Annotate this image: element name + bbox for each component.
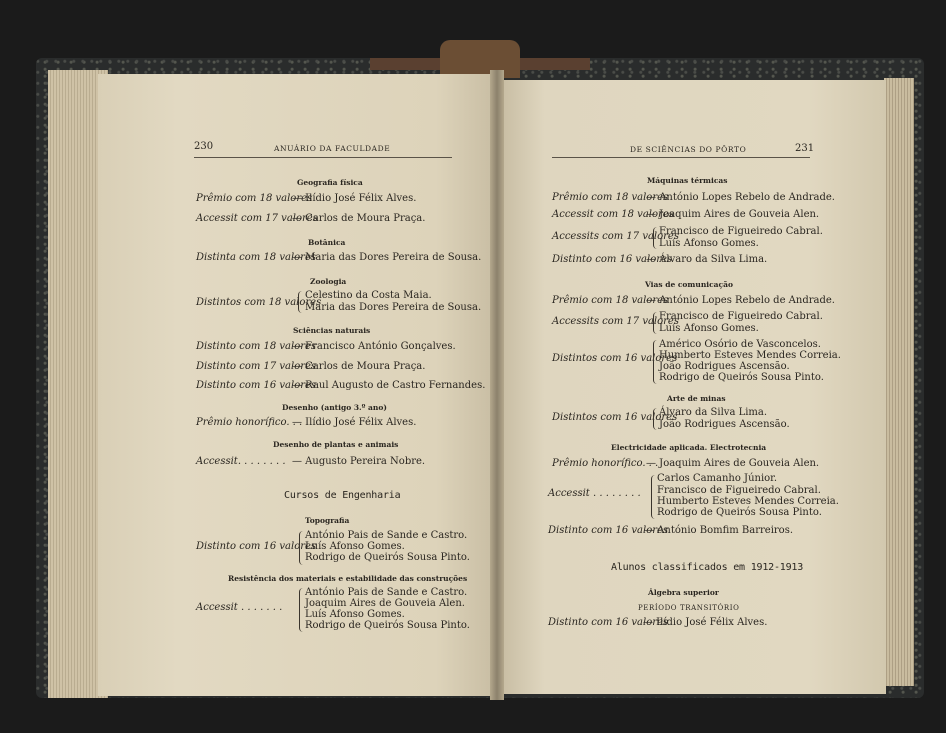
line-name: Humberto Esteves Mendes Correia. bbox=[659, 350, 841, 361]
line-name: Francisco de Figueiredo Cabral. bbox=[657, 485, 821, 496]
line-name: — Maria das Dores Pereira de Sousa. bbox=[292, 252, 482, 263]
line-name: Luís Afonso Gomes. bbox=[659, 323, 759, 334]
section-geografia: Geografia física bbox=[297, 178, 363, 187]
line-label: Distinto com 16 valores bbox=[548, 525, 669, 536]
line-name: — António Lopes Rebelo de Andrade. bbox=[646, 295, 835, 306]
brace bbox=[298, 291, 303, 313]
line-name: — Ilídio José Félix Alves. bbox=[292, 417, 417, 428]
line-name: — Augusto Pereira Nobre. bbox=[292, 456, 426, 467]
line-name: Carlos Camanho Júnior. bbox=[657, 473, 778, 484]
line-name: Celestino da Costa Maia. bbox=[305, 290, 432, 301]
brace bbox=[299, 531, 304, 565]
line-name: — Carlos de Moura Praça. bbox=[292, 213, 426, 224]
line-label: Accessits com 17 valores bbox=[552, 231, 679, 242]
line-name: João Rodrigues Ascensão. bbox=[659, 361, 790, 372]
line-name: Maria das Dores Pereira de Sousa. bbox=[305, 302, 482, 313]
section-resistencia: Resistência dos materiais e estabilidade das construções bbox=[228, 574, 468, 583]
section-minas: Arte de minas bbox=[667, 394, 726, 403]
line-name: — Carlos de Moura Praça. bbox=[292, 361, 426, 372]
line-name: Rodrigo de Queirós Sousa Pinto. bbox=[659, 372, 824, 383]
brace bbox=[653, 408, 658, 430]
page-edges-right bbox=[884, 78, 914, 686]
line-label: Distinta com 18 valores bbox=[196, 252, 317, 263]
line-label: Distintos com 16 valores bbox=[552, 353, 678, 364]
line-label: Accessit com 18 valores bbox=[552, 209, 674, 220]
line-name: — Raul Augusto de Castro Fernandes. bbox=[292, 380, 486, 391]
brace bbox=[651, 475, 656, 519]
section-desenho: Desenho (antigo 3.º ano) bbox=[282, 403, 387, 412]
line-name: Humberto Esteves Mendes Correia. bbox=[657, 496, 839, 507]
section-zoologia: Zoologia bbox=[310, 277, 347, 286]
line-label: Distintos com 16 valores bbox=[552, 412, 678, 423]
line-name: Rodrigo de Queirós Sousa Pinto. bbox=[657, 507, 822, 518]
line-label: Distinto com 16 valores bbox=[196, 380, 317, 391]
line-label: Prêmio com 18 valores bbox=[552, 295, 669, 306]
line-name: — Ilídio José Félix Alves. bbox=[292, 193, 417, 204]
line-name: — António Bomfim Barreiros. bbox=[644, 525, 793, 536]
line-label: Distinto com 16 valores bbox=[548, 617, 669, 628]
right-running-header: DE SCIÊNCIAS DO PÔRTO bbox=[630, 145, 747, 154]
line-label: Prêmio honorífico. . . bbox=[552, 458, 659, 469]
section-algebra: Álgebra superior bbox=[648, 588, 719, 597]
line-label: Accessit . . . . . . . . bbox=[548, 488, 641, 499]
line-name: Rodrigo de Queirós Sousa Pinto. bbox=[305, 620, 470, 631]
line-name: Francisco de Figueiredo Cabral. bbox=[659, 311, 823, 322]
line-label: Distinto com 18 valores bbox=[196, 341, 317, 352]
line-label: Distinto com 17 valores bbox=[196, 361, 317, 372]
brace bbox=[653, 312, 658, 334]
line-name: — António Lopes Rebelo de Andrade. bbox=[646, 192, 835, 203]
line-label: Accessit com 17 valores bbox=[196, 213, 318, 224]
heading-alunos: Alunos classificados em 1912-1913 bbox=[611, 562, 804, 573]
subheading-periodo: PERÍODO TRANSITÓRIO bbox=[638, 604, 740, 612]
line-label: Distinto com 16 valores bbox=[552, 254, 673, 265]
line-label: Prêmio com 18 valores bbox=[196, 193, 313, 204]
line-name: António Pais de Sande e Castro. bbox=[305, 587, 468, 598]
section-topografia: Topografia bbox=[305, 516, 350, 525]
line-name: Luís Afonso Gomes. bbox=[305, 541, 405, 552]
line-label: Prêmio honorífico. . . bbox=[196, 417, 303, 428]
section-electricidade: Electricidade aplicada. Electrotecnia bbox=[611, 443, 767, 452]
line-label: Distinto com 16 valores bbox=[196, 541, 317, 552]
right-header-rule bbox=[552, 157, 810, 158]
line-name: Luís Afonso Gomes. bbox=[659, 238, 759, 249]
line-name: Álvaro da Silva Lima. bbox=[659, 407, 768, 418]
line-name: — Joaquim Aires de Gouveia Alen. bbox=[646, 209, 820, 220]
line-name: — Ilídio José Félix Alves. bbox=[643, 617, 768, 628]
line-name: — Francisco António Gonçalves. bbox=[292, 341, 456, 352]
line-name: Joaquim Aires de Gouveia Alen. bbox=[305, 598, 465, 609]
heading-cursos: Cursos de Engenharia bbox=[284, 490, 401, 501]
line-name: — Joaquim Aires de Gouveia Alen. bbox=[646, 458, 820, 469]
line-label: Accessits com 17 valores bbox=[552, 316, 679, 327]
headband bbox=[440, 40, 520, 78]
line-label: Accessit. . . . . . . . bbox=[196, 456, 286, 467]
line-name: — Álvaro da Silva Lima. bbox=[646, 254, 768, 265]
line-name: João Rodrigues Ascensão. bbox=[659, 419, 790, 430]
section-maquinas: Máquinas térmicas bbox=[647, 176, 728, 185]
left-running-header: ANUÁRIO DA FACULDADE bbox=[274, 144, 391, 153]
section-ciencias: Sciências naturais bbox=[293, 326, 371, 335]
brace bbox=[653, 227, 658, 249]
line-name: Rodrigo de Queirós Sousa Pinto. bbox=[305, 552, 470, 563]
line-name: Francisco de Figueiredo Cabral. bbox=[659, 226, 823, 237]
line-label: Accessit . . . . . . . bbox=[196, 602, 283, 613]
line-name: Américo Osório de Vasconcelos. bbox=[659, 339, 821, 350]
section-botanica: Botânica bbox=[308, 238, 346, 247]
line-label: Distintos com 18 valores bbox=[196, 297, 322, 308]
line-label: Prêmio com 18 valores bbox=[552, 192, 669, 203]
gutter bbox=[490, 70, 504, 700]
line-name: Luís Afonso Gomes. bbox=[305, 609, 405, 620]
right-page-number: 231 bbox=[795, 143, 815, 154]
section-desenho-plantas: Desenho de plantas e animais bbox=[273, 440, 399, 449]
left-header-rule bbox=[194, 157, 452, 158]
section-vias: Vias de comunicação bbox=[645, 280, 733, 289]
brace bbox=[299, 588, 304, 632]
left-page-number: 230 bbox=[194, 141, 214, 152]
line-name: António Pais de Sande e Castro. bbox=[305, 530, 468, 541]
brace bbox=[653, 340, 658, 384]
